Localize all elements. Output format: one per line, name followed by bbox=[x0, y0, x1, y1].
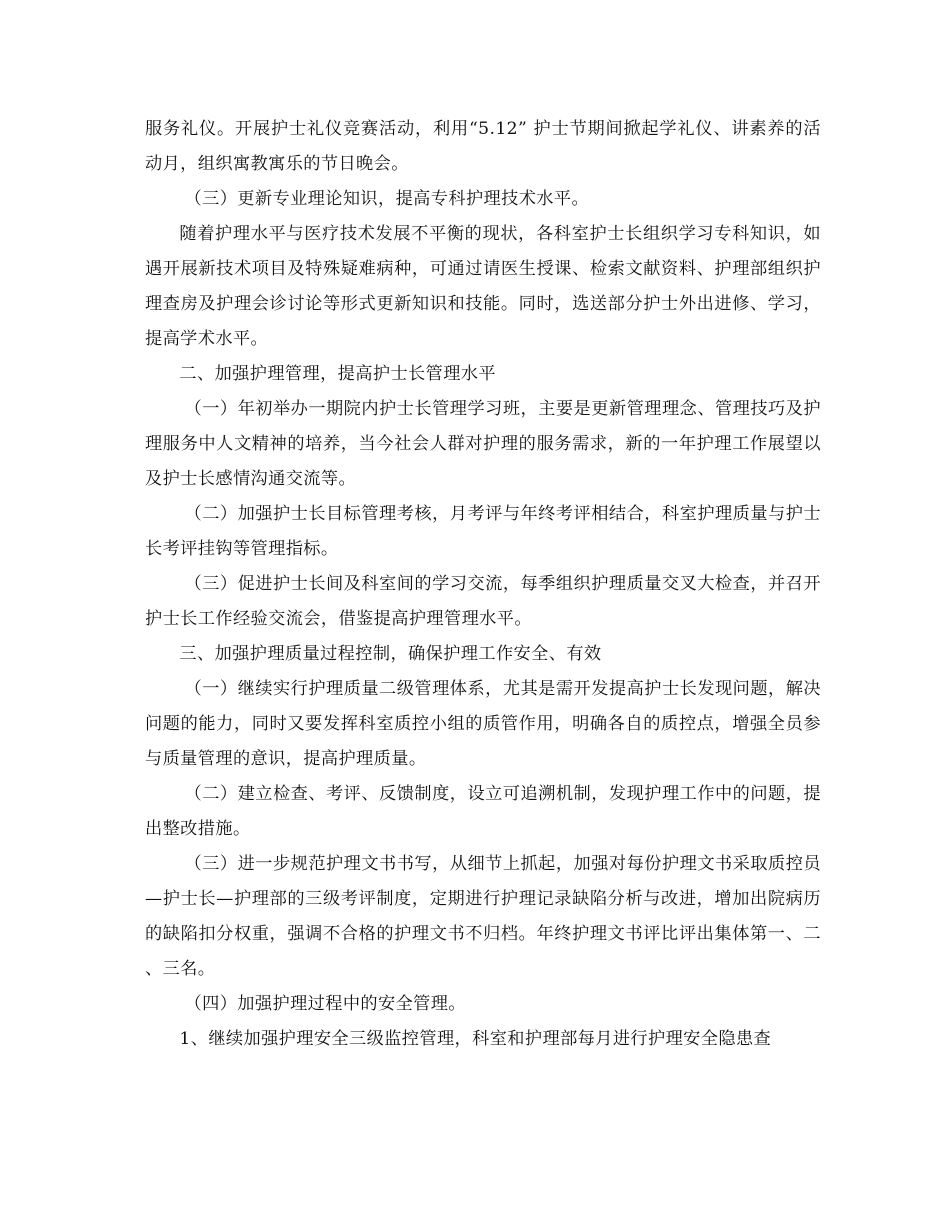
document-body bbox=[145, 112, 821, 1057]
paragraph-safety-monitoring: 1、继续加强护理安全三级监控管理，科室和护理部每月进行护理安全隐患查 bbox=[179, 1029, 772, 1049]
paragraph-quality-system: （一）继续实行护理质量二级管理体系，尤其是需开发提高护士长发现问题，解决问题的能力，同时又要发挥科室质控小组的质管作用，明确各自的质控点，增强全员参与质量管理的意识，提高护理质量。 bbox=[145, 679, 821, 769]
paragraph-documentation: （三）进一步规范护理文书书写，从细节上抓起，加强对每份护理文书采取质控员—护士长—护理部的三级考评制度，定期进行护理记录缺陷分析与改进，增加出院病历的缺陷扣分权重，强调不合格的护理文书不归档。年终护理文书评比评出集体第一、二、三名。 bbox=[145, 854, 821, 979]
paragraph-exchange: （三）促进护士长间及科室间的学习交流，每季组织护理质量交叉大检查，并召开护士长工作经验交流会，借鉴提高护理管理水平。 bbox=[145, 574, 821, 629]
paragraph-inspection-system: （二）建立检查、考评、反馈制度，设立可追溯机制，发现护理工作中的问题，提出整改措施。 bbox=[145, 784, 821, 839]
section-heading-2: 二、加强护理管理，提高护士长管理水平 bbox=[179, 364, 496, 384]
paragraph-service-etiquette: 服务礼仪。开展护士礼仪竞赛活动，利用“5.12” 护士节期间掀起学礼仪、讲素养的活动月，组织寓教寓乐的节日晚会。 bbox=[145, 119, 821, 174]
paragraph-specialty-learning: 随着护理水平与医疗技术发展不平衡的现状，各科室护士长组织学习专科知识，如遇开展新技术项目及特殊疑难病种，可通过请医生授课、检索文献资料、护理部组织护理查房及护理会诊讨论等形式更新知识和技能。同时，选送部分护士外出进修、学习，提高学术水平。 bbox=[145, 224, 821, 349]
section-heading-3: 三、加强护理质量过程控制，确保护理工作安全、有效 bbox=[179, 644, 602, 664]
paragraph-heading-update-knowledge: （三）更新专业理论知识，提高专科护理技术水平。 bbox=[184, 189, 590, 209]
paragraph-target-assessment: （二）加强护士长目标管理考核，月考评与年终考评相结合，科室护理质量与护士长考评挂钩等管理指标。 bbox=[145, 504, 821, 559]
paragraph-training-class: （一）年初举办一期院内护士长管理学习班，主要是更新管理理念、管理技巧及护理服务中人文精神的培养，当今社会人群对护理的服务需求，新的一年护理工作展望以及护士长感情沟通交流等。 bbox=[145, 399, 821, 489]
paragraph-heading-safety: （四）加强护理过程中的安全管理。 bbox=[184, 994, 466, 1014]
